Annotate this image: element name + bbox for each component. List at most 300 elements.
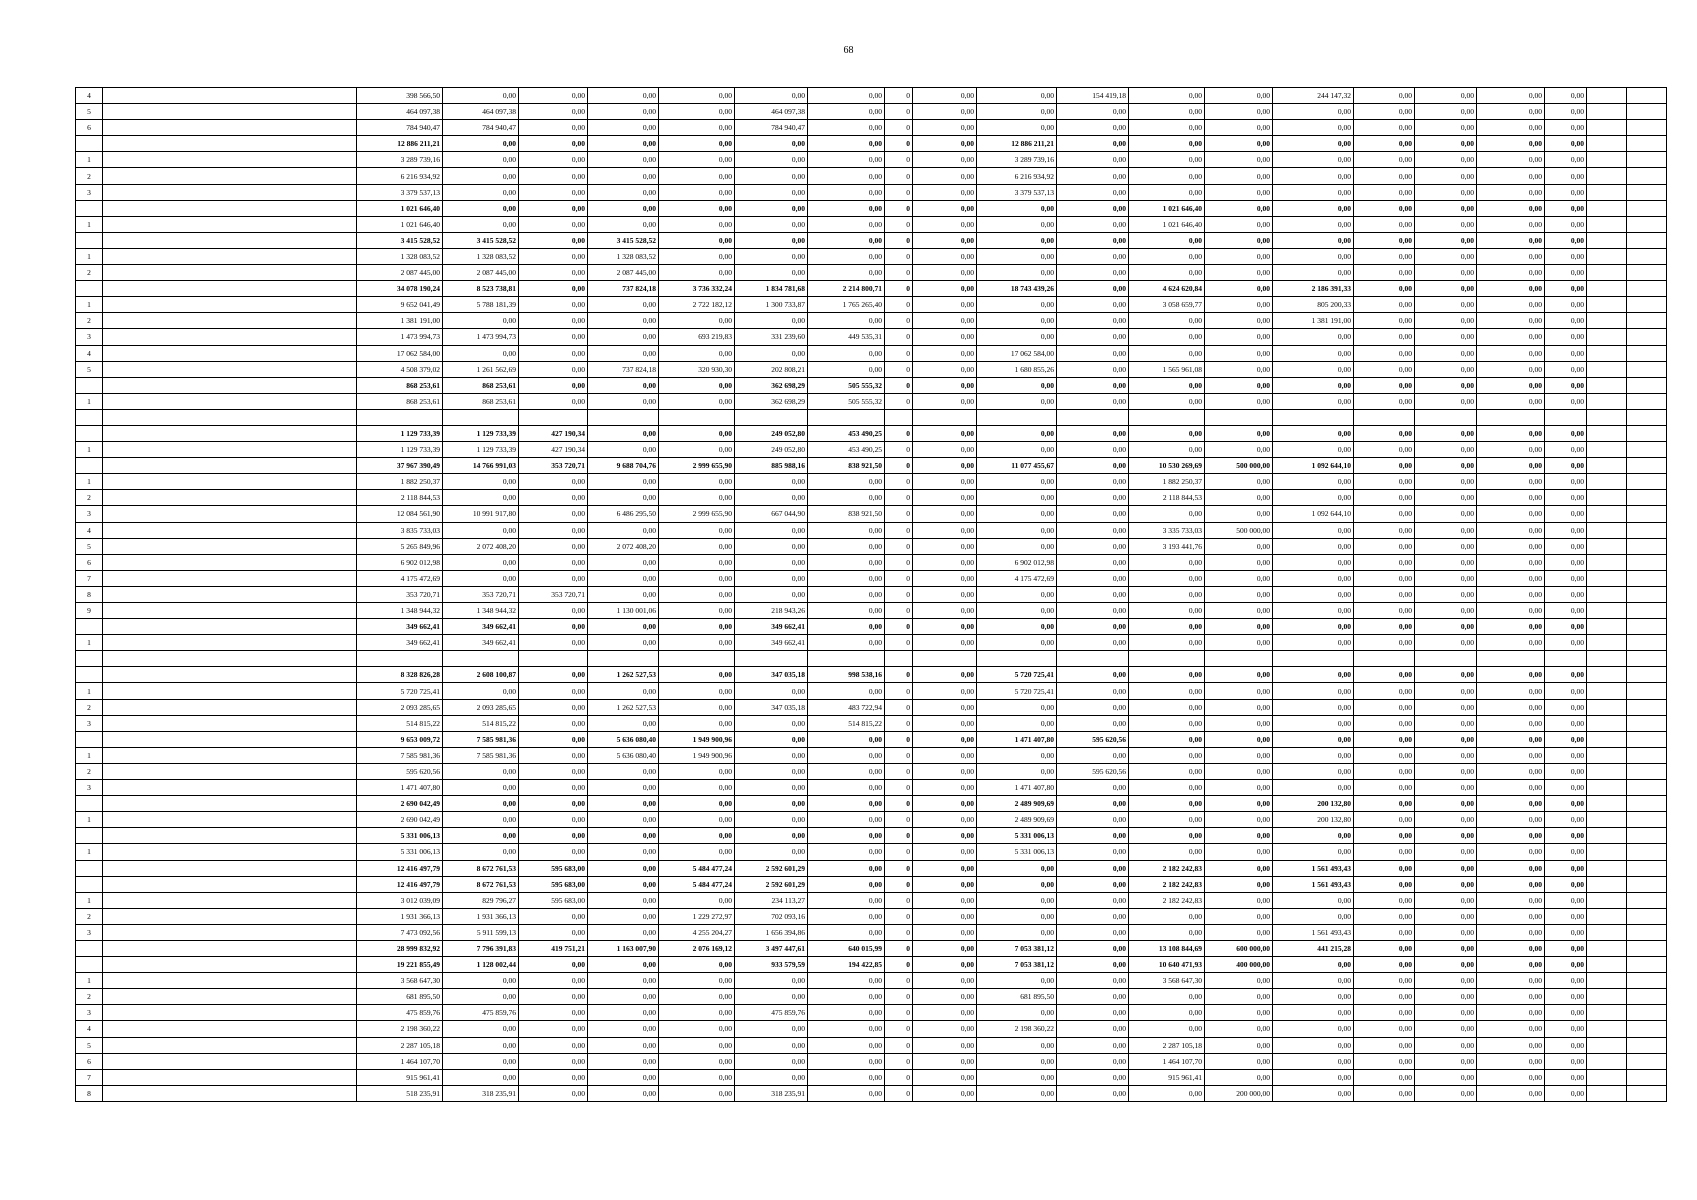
table-cell: 0,00 — [659, 393, 735, 409]
table-cell — [76, 796, 103, 812]
table-cell: 7 053 381,12 — [977, 940, 1057, 956]
table-cell: 3 — [76, 506, 103, 522]
table-cell — [1587, 120, 1627, 136]
table-cell: 0,00 — [1057, 780, 1129, 796]
table-cell: 0,00 — [1057, 876, 1129, 892]
table-cell: 0,00 — [1415, 88, 1477, 104]
table-cell: 9 653 009,72 — [357, 731, 443, 747]
table-cell: 8 328 826,28 — [357, 667, 443, 683]
table-cell: 0,00 — [1545, 812, 1587, 828]
table-cell: 0,00 — [808, 120, 885, 136]
table-cell: 0,00 — [588, 393, 659, 409]
table-row — [76, 490, 1667, 506]
table-cell: 2 087 445,00 — [443, 265, 519, 281]
table-cell — [1587, 281, 1627, 297]
table-cell: 0,00 — [588, 635, 659, 651]
table-cell — [1627, 442, 1667, 458]
table-cell: 0,00 — [913, 200, 977, 216]
table-cell: 0 — [885, 168, 913, 184]
table-cell: 0,00 — [1477, 425, 1545, 441]
table-cell — [357, 409, 443, 425]
table-cell — [76, 651, 103, 667]
table-cell: 0,00 — [588, 136, 659, 152]
table-cell: 998 538,16 — [808, 667, 885, 683]
table-cell: 1 882 250,37 — [357, 474, 443, 490]
table-cell: 0,00 — [1545, 763, 1587, 779]
table-cell: 1 561 493,43 — [1273, 860, 1354, 876]
table-cell: 0,00 — [1354, 1005, 1415, 1021]
table-cell: 0 — [885, 522, 913, 538]
table-cell — [1627, 232, 1667, 248]
table-cell: 0,00 — [1354, 458, 1415, 474]
table-cell: 1 261 562,69 — [443, 361, 519, 377]
table-cell: 0,00 — [1477, 780, 1545, 796]
table-cell: 0,00 — [1057, 908, 1129, 924]
table-cell: 0,00 — [1415, 232, 1477, 248]
table-cell: 0,00 — [519, 828, 588, 844]
table-cell: 0,00 — [977, 474, 1057, 490]
table-cell — [1587, 603, 1627, 619]
table-cell — [1545, 409, 1587, 425]
table-cell: 0,00 — [1545, 747, 1587, 763]
table-cell: 9 652 041,49 — [357, 297, 443, 313]
table-cell: 0,00 — [1354, 892, 1415, 908]
table-cell: 0,00 — [1477, 506, 1545, 522]
table-cell: 9 — [76, 603, 103, 619]
table-row — [76, 957, 1667, 973]
table-cell: 3 058 659,77 — [1129, 297, 1205, 313]
table-cell — [103, 876, 357, 892]
table-cell: 0,00 — [1415, 393, 1477, 409]
table-cell: 0,00 — [659, 1037, 735, 1053]
table-cell: 0,00 — [1354, 619, 1415, 635]
table-cell: 0,00 — [735, 490, 808, 506]
table-cell: 0,00 — [519, 699, 588, 715]
table-cell: 4 255 204,27 — [659, 924, 735, 940]
table-cell: 1 949 900,96 — [659, 731, 735, 747]
table-cell: 0,00 — [1129, 796, 1205, 812]
table-cell: 0,00 — [1057, 168, 1129, 184]
table-cell — [1587, 1021, 1627, 1037]
table-cell: 0,00 — [808, 747, 885, 763]
table-cell: 0,00 — [659, 1005, 735, 1021]
table-cell: 2 — [76, 989, 103, 1005]
table-cell: 0,00 — [659, 989, 735, 1005]
table-cell: 0,00 — [1545, 699, 1587, 715]
table-cell: 8 — [76, 586, 103, 602]
table-cell: 0,00 — [735, 812, 808, 828]
table-cell: 0,00 — [659, 973, 735, 989]
table-cell — [1587, 313, 1627, 329]
table-cell — [103, 409, 357, 425]
table-cell: 0,00 — [1205, 104, 1273, 120]
table-cell: 0,00 — [1415, 377, 1477, 393]
table-cell: 0,00 — [659, 1085, 735, 1101]
table-cell: 0,00 — [808, 184, 885, 200]
table-cell: 0 — [885, 104, 913, 120]
table-cell: 0,00 — [1205, 248, 1273, 264]
table-cell: 0,00 — [1129, 232, 1205, 248]
table-cell: 0,00 — [1205, 731, 1273, 747]
table-cell — [1129, 409, 1205, 425]
table-cell: 0,00 — [735, 586, 808, 602]
table-cell — [1587, 345, 1627, 361]
table-cell: 0,00 — [1354, 908, 1415, 924]
table-cell — [103, 828, 357, 844]
table-cell: 0,00 — [1129, 586, 1205, 602]
table-row — [76, 377, 1667, 393]
table-cell: 0,00 — [1545, 265, 1587, 281]
table-cell: 0,00 — [1545, 1021, 1587, 1037]
table-cell — [76, 957, 103, 973]
table-cell: 0,00 — [1545, 425, 1587, 441]
table-cell — [1627, 120, 1667, 136]
table-cell: 0,00 — [1129, 731, 1205, 747]
table-cell: 0,00 — [1354, 490, 1415, 506]
table-cell: 0,00 — [977, 747, 1057, 763]
table-cell: 0,00 — [1545, 136, 1587, 152]
table-cell: 0,00 — [519, 989, 588, 1005]
table-cell — [1627, 522, 1667, 538]
table-cell: 353 720,71 — [443, 586, 519, 602]
table-cell — [103, 924, 357, 940]
table-cell — [103, 683, 357, 699]
table-cell: 8 523 738,81 — [443, 281, 519, 297]
table-cell: 0,00 — [735, 216, 808, 232]
table-cell — [1627, 570, 1667, 586]
table-cell: 0,00 — [1273, 908, 1354, 924]
table-cell — [103, 184, 357, 200]
table-cell: 0,00 — [913, 796, 977, 812]
table-row — [76, 329, 1667, 345]
table-cell: 0,00 — [588, 442, 659, 458]
table-row — [76, 763, 1667, 779]
table-cell: 0,00 — [443, 828, 519, 844]
table-cell — [1627, 586, 1667, 602]
table-cell: 0,00 — [588, 586, 659, 602]
table-cell: 0 — [885, 715, 913, 731]
table-cell: 464 097,38 — [443, 104, 519, 120]
table-cell: 400 000,00 — [1205, 957, 1273, 973]
table-cell — [76, 232, 103, 248]
table-cell: 0,00 — [1273, 780, 1354, 796]
table-cell: 0,00 — [735, 715, 808, 731]
table-cell: 0,00 — [1354, 940, 1415, 956]
table-cell: 0,00 — [977, 120, 1057, 136]
table-cell: 0,00 — [1477, 490, 1545, 506]
table-cell: 320 930,30 — [659, 361, 735, 377]
table-cell: 0,00 — [1477, 297, 1545, 313]
table-cell: 0,00 — [1129, 603, 1205, 619]
table-cell: 0,00 — [1354, 1053, 1415, 1069]
table-cell: 0,00 — [913, 812, 977, 828]
table-cell: 1 021 646,40 — [357, 200, 443, 216]
table-row — [76, 973, 1667, 989]
table-cell — [1477, 409, 1545, 425]
table-cell: 0,00 — [1415, 973, 1477, 989]
table-cell: 0,00 — [1057, 699, 1129, 715]
table-cell: 0,00 — [519, 377, 588, 393]
table-row — [76, 924, 1667, 940]
table-row — [76, 715, 1667, 731]
table-cell: 0,00 — [1057, 490, 1129, 506]
table-cell: 0 — [885, 265, 913, 281]
table-cell: 0 — [885, 763, 913, 779]
table-cell: 0,00 — [913, 538, 977, 554]
table-cell — [1587, 538, 1627, 554]
table-cell: 0,00 — [735, 168, 808, 184]
table-body — [76, 88, 1667, 1102]
table-cell — [1057, 409, 1129, 425]
table-cell: 0,00 — [1477, 474, 1545, 490]
table-cell — [103, 957, 357, 973]
table-cell: 0,00 — [808, 924, 885, 940]
table-cell — [1587, 812, 1627, 828]
table-cell: 0,00 — [519, 812, 588, 828]
table-cell: 0,00 — [1057, 361, 1129, 377]
table-cell: 0 — [885, 828, 913, 844]
table-cell: 0 — [885, 216, 913, 232]
table-cell: 0,00 — [1273, 715, 1354, 731]
table-row — [76, 780, 1667, 796]
table-cell: 0,00 — [659, 812, 735, 828]
table-cell: 0,00 — [1129, 715, 1205, 731]
table-cell: 0,00 — [443, 763, 519, 779]
table-cell: 0,00 — [659, 1069, 735, 1085]
table-cell: 0,00 — [1415, 1037, 1477, 1053]
table-cell: 0,00 — [1545, 88, 1587, 104]
table-cell: 0,00 — [735, 796, 808, 812]
table-cell: 0,00 — [443, 796, 519, 812]
table-cell: 0,00 — [1205, 168, 1273, 184]
table-cell: 0,00 — [1129, 265, 1205, 281]
table-row — [76, 506, 1667, 522]
table-cell: 0 — [885, 538, 913, 554]
table-cell: 1 471 407,80 — [977, 731, 1057, 747]
table-cell: 349 662,41 — [735, 635, 808, 651]
table-cell: 0,00 — [1354, 1069, 1415, 1085]
table-cell: 1 473 994,73 — [357, 329, 443, 345]
table-cell: 0,00 — [1354, 200, 1415, 216]
table-cell — [1587, 651, 1627, 667]
table-cell: 868 253,61 — [357, 393, 443, 409]
table-cell: 0,00 — [588, 313, 659, 329]
table-row — [76, 1069, 1667, 1085]
table-cell: 0,00 — [1477, 908, 1545, 924]
table-cell: 6 216 934,92 — [977, 168, 1057, 184]
table-cell: 0,00 — [1415, 924, 1477, 940]
table-cell: 0,00 — [1205, 297, 1273, 313]
table-cell: 0,00 — [1205, 973, 1273, 989]
table-row — [76, 1005, 1667, 1021]
table-cell: 13 108 844,69 — [1129, 940, 1205, 956]
table-cell: 0,00 — [1129, 619, 1205, 635]
table-cell: 0,00 — [1057, 635, 1129, 651]
table-cell: 0,00 — [1415, 554, 1477, 570]
table-cell: 0,00 — [1354, 104, 1415, 120]
table-cell: 915 961,41 — [357, 1069, 443, 1085]
table-cell: 2 — [76, 313, 103, 329]
table-cell — [103, 989, 357, 1005]
table-cell — [1627, 1085, 1667, 1101]
table-cell: 0,00 — [1129, 1005, 1205, 1021]
table-cell: 0,00 — [659, 603, 735, 619]
table-cell: 0,00 — [1129, 780, 1205, 796]
table-cell: 202 808,21 — [735, 361, 808, 377]
table-cell — [1627, 876, 1667, 892]
table-cell — [1627, 683, 1667, 699]
table-cell: 0,00 — [1129, 812, 1205, 828]
table-cell: 0,00 — [913, 361, 977, 377]
table-cell: 0,00 — [913, 506, 977, 522]
table-cell: 1 — [76, 973, 103, 989]
table-cell: 0,00 — [1205, 281, 1273, 297]
table-cell: 0,00 — [808, 619, 885, 635]
table-cell: 0,00 — [1205, 120, 1273, 136]
table-cell: 0,00 — [443, 168, 519, 184]
table-cell: 0,00 — [1129, 763, 1205, 779]
table-cell: 595 620,56 — [1057, 731, 1129, 747]
table-cell: 1 882 250,37 — [1129, 474, 1205, 490]
table-row — [76, 1053, 1667, 1069]
table-cell — [103, 506, 357, 522]
table-cell: 0,00 — [808, 1069, 885, 1085]
table-cell: 0,00 — [1273, 265, 1354, 281]
table-cell: 0,00 — [1545, 329, 1587, 345]
table-cell — [659, 409, 735, 425]
table-cell: 0,00 — [1129, 683, 1205, 699]
table-cell: 0,00 — [808, 168, 885, 184]
table-cell: 838 921,50 — [808, 458, 885, 474]
table-cell: 0,00 — [1545, 892, 1587, 908]
table-cell: 0,00 — [659, 522, 735, 538]
table-cell — [1477, 651, 1545, 667]
table-cell: 0,00 — [1129, 345, 1205, 361]
table-cell: 349 662,41 — [443, 619, 519, 635]
table-cell: 362 698,29 — [735, 393, 808, 409]
table-cell: 0,00 — [977, 522, 1057, 538]
table-row — [76, 731, 1667, 747]
table-cell: 0,00 — [659, 570, 735, 586]
table-cell: 0,00 — [659, 957, 735, 973]
table-cell — [1587, 876, 1627, 892]
table-cell — [1587, 184, 1627, 200]
table-cell: 6 902 012,98 — [357, 554, 443, 570]
table-cell: 5 331 006,13 — [977, 828, 1057, 844]
table-cell: 0,00 — [1415, 248, 1477, 264]
table-cell: 0,00 — [913, 458, 977, 474]
table-row — [76, 844, 1667, 860]
table-cell: 0,00 — [977, 603, 1057, 619]
table-cell: 3 — [76, 924, 103, 940]
table-cell: 0,00 — [977, 715, 1057, 731]
table-cell: 0,00 — [1057, 683, 1129, 699]
table-cell — [1587, 940, 1627, 956]
table-cell: 0,00 — [808, 635, 885, 651]
table-cell: 0,00 — [808, 876, 885, 892]
table-cell — [103, 1069, 357, 1085]
table-cell: 3 835 733,03 — [357, 522, 443, 538]
table-cell: 0,00 — [443, 490, 519, 506]
table-cell: 0,00 — [1545, 200, 1587, 216]
table-cell: 0,00 — [519, 104, 588, 120]
table-cell: 0,00 — [588, 892, 659, 908]
table-cell: 0,00 — [443, 88, 519, 104]
table-cell: 0,00 — [1057, 747, 1129, 763]
table-cell: 0,00 — [1354, 88, 1415, 104]
table-cell: 0 — [885, 973, 913, 989]
table-cell: 595 683,00 — [519, 892, 588, 908]
table-cell: 0,00 — [1477, 88, 1545, 104]
table-cell — [1587, 409, 1627, 425]
table-cell: 0,00 — [588, 763, 659, 779]
table-cell — [1627, 619, 1667, 635]
table-row — [76, 1085, 1667, 1101]
table-cell: 0,00 — [735, 474, 808, 490]
table-cell: 0,00 — [588, 619, 659, 635]
table-cell: 5 265 849,96 — [357, 538, 443, 554]
table-cell: 0,00 — [977, 538, 1057, 554]
data-table — [75, 87, 1667, 1102]
table-cell — [1587, 860, 1627, 876]
table-cell: 0,00 — [1273, 989, 1354, 1005]
table-cell: 0,00 — [1354, 763, 1415, 779]
table-cell: 3 379 537,13 — [977, 184, 1057, 200]
table-cell: 0 — [885, 377, 913, 393]
table-cell: 0,00 — [735, 747, 808, 763]
table-cell: 0,00 — [735, 844, 808, 860]
table-cell: 0,00 — [735, 554, 808, 570]
table-cell: 0,00 — [1057, 297, 1129, 313]
table-cell: 0,00 — [659, 1053, 735, 1069]
table-cell — [1587, 731, 1627, 747]
table-cell — [1587, 780, 1627, 796]
table-cell: 0,00 — [1354, 345, 1415, 361]
table-cell — [1627, 763, 1667, 779]
table-cell: 0,00 — [808, 763, 885, 779]
table-cell: 0,00 — [519, 554, 588, 570]
table-cell: 1 — [76, 216, 103, 232]
table-cell — [1627, 88, 1667, 104]
table-cell: 1 328 083,52 — [443, 248, 519, 264]
table-cell: 0,00 — [1354, 474, 1415, 490]
table-cell — [1627, 474, 1667, 490]
table-cell: 600 000,00 — [1205, 940, 1273, 956]
table-cell: 0,00 — [1205, 442, 1273, 458]
table-cell: 0,00 — [1273, 200, 1354, 216]
table-cell: 0,00 — [808, 828, 885, 844]
table-cell: 3 012 039,09 — [357, 892, 443, 908]
table-cell: 514 815,22 — [443, 715, 519, 731]
table-cell: 0,00 — [1354, 329, 1415, 345]
table-cell: 0,00 — [1545, 458, 1587, 474]
table-cell: 0,00 — [1273, 844, 1354, 860]
table-cell — [1627, 796, 1667, 812]
table-cell: 0,00 — [913, 232, 977, 248]
table-cell — [1627, 265, 1667, 281]
table-cell — [103, 490, 357, 506]
table-cell: 0,00 — [1545, 377, 1587, 393]
table-cell: 0,00 — [1545, 586, 1587, 602]
table-row — [76, 667, 1667, 683]
table-cell: 2 076 169,12 — [659, 940, 735, 956]
table-cell: 0,00 — [1477, 281, 1545, 297]
table-cell — [103, 265, 357, 281]
table-cell — [1627, 940, 1667, 956]
table-cell — [1587, 908, 1627, 924]
table-cell: 12 416 497,79 — [357, 876, 443, 892]
table-cell: 0,00 — [1545, 780, 1587, 796]
